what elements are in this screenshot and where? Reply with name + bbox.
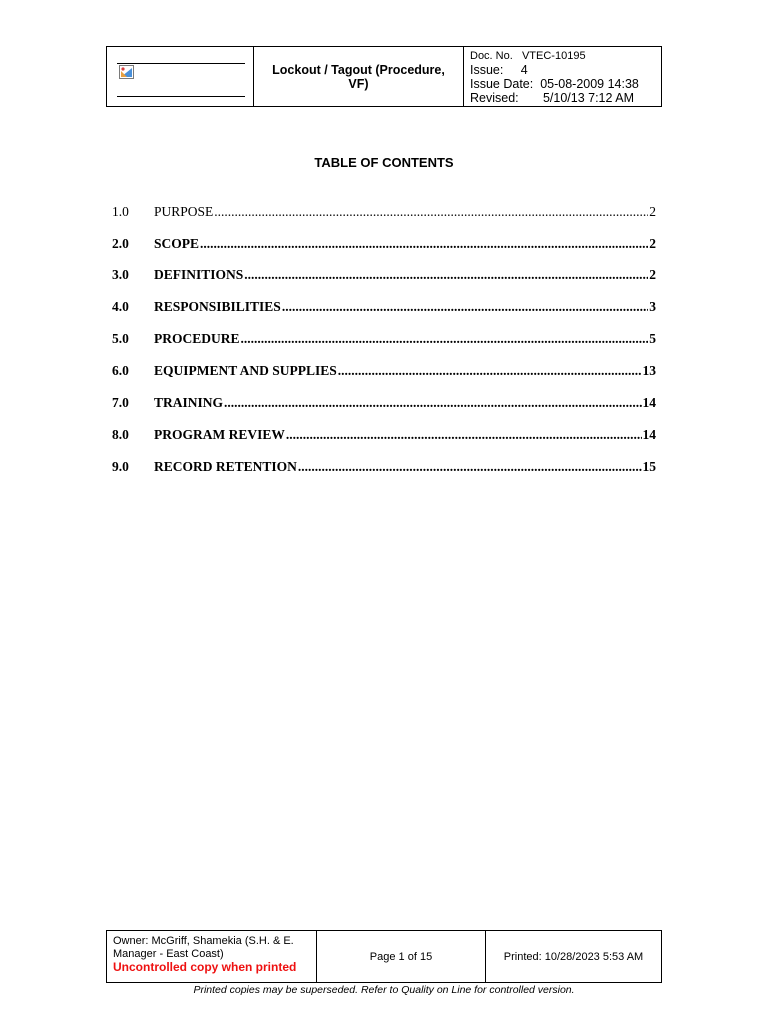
issue-label: Issue: xyxy=(470,63,504,77)
issue-value: 4 xyxy=(520,63,528,77)
toc-entry-number: 8.0 xyxy=(112,427,129,442)
toc-entry-label: PURPOSE xyxy=(154,204,214,219)
doc-no-row xyxy=(470,49,655,63)
dot-leader xyxy=(244,267,648,283)
issue-date-row xyxy=(470,77,655,91)
toc-entry-number: 5.0 xyxy=(112,331,129,346)
toc-entry-responsibilities[interactable] xyxy=(112,297,656,315)
document-footer xyxy=(106,930,662,983)
toc-entry-page: 2 xyxy=(649,267,656,282)
owner-line-1: Owner: McGriff, Shamekia (S.H. & E. xyxy=(113,935,294,947)
footer-note: Printed copies may be superseded. Refer to Quality on Line for controlled version. xyxy=(193,984,575,996)
toc-entry-number: 3.0 xyxy=(112,267,129,282)
toc-entry-label: PROGRAM REVIEW xyxy=(154,427,285,442)
owner-line-2: Manager - East Coast) xyxy=(113,948,224,960)
toc-entry-page: 15 xyxy=(642,459,656,474)
toc-entry-label: EQUIPMENT AND SUPPLIES xyxy=(154,363,337,378)
dot-leader xyxy=(224,395,641,411)
revised-value: 5/10/13 7:12 AM xyxy=(542,91,634,105)
toc-entry-equipment-and-supplies[interactable] xyxy=(112,361,656,379)
toc-entry-definitions[interactable] xyxy=(112,265,656,283)
toc-entry-number: 6.0 xyxy=(112,363,129,378)
toc-entry-page: 5 xyxy=(649,331,656,346)
toc-entry-number: 9.0 xyxy=(112,459,129,474)
revised-row xyxy=(470,91,655,105)
dot-leader xyxy=(338,363,642,379)
doc-no-label: Doc. No. xyxy=(470,50,513,62)
revised-label: Revised: xyxy=(470,91,519,105)
toc-entry-label: RESPONSIBILITIES xyxy=(154,299,281,314)
dot-leader xyxy=(241,331,649,347)
toc-entry-page: 2 xyxy=(649,204,656,219)
document-title: Lockout / Tagout (Procedure, VF) xyxy=(254,47,464,106)
dot-leader xyxy=(286,427,642,443)
toc-entry-procedure[interactable] xyxy=(112,329,656,347)
logo-cell xyxy=(107,47,254,106)
owner-cell xyxy=(107,931,317,982)
toc-entry-page: 2 xyxy=(649,236,656,251)
dot-leader xyxy=(200,236,648,252)
toc-entry-training[interactable] xyxy=(112,393,656,411)
printed-timestamp: Printed: 10/28/2023 5:53 AM xyxy=(503,950,644,963)
document-meta xyxy=(464,47,661,106)
toc-entry-page: 14 xyxy=(642,427,656,442)
divider xyxy=(117,63,245,64)
toc-entry-page: 13 xyxy=(642,363,656,378)
toc-entry-page: 3 xyxy=(649,299,656,314)
toc-entry-label: TRAINING xyxy=(154,395,224,410)
toc-entry-number: 1.0 xyxy=(112,204,129,219)
toc-entry-number: 2.0 xyxy=(112,236,129,251)
toc-entry-number: 4.0 xyxy=(112,299,129,314)
issue-row xyxy=(470,63,655,77)
dot-leader xyxy=(282,299,648,315)
toc-entry-label: DEFINITIONS xyxy=(154,267,244,282)
toc-entry-record-retention[interactable] xyxy=(112,457,656,475)
broken-image-icon xyxy=(119,65,134,79)
doc-no-value: VTEC-10195 xyxy=(521,50,586,62)
toc-heading: TABLE OF CONTENTS xyxy=(314,155,454,170)
toc-entry-number: 7.0 xyxy=(112,395,129,410)
toc-entry-label: SCOPE xyxy=(154,236,200,251)
issue-date-label: Issue Date: xyxy=(470,77,534,91)
divider xyxy=(117,96,245,97)
toc-entry-program-review[interactable] xyxy=(112,425,656,443)
toc-entry-label: RECORD RETENTION xyxy=(154,459,297,474)
toc-entry-scope[interactable] xyxy=(112,234,656,252)
toc-entry-page: 14 xyxy=(642,395,656,410)
toc-entry-label: PROCEDURE xyxy=(154,331,240,346)
document-header xyxy=(106,46,662,107)
dot-leader xyxy=(298,459,642,475)
toc-entry-purpose[interactable] xyxy=(112,202,656,220)
issue-date-value: 05-08-2009 14:38 xyxy=(540,77,639,91)
dot-leader xyxy=(214,204,648,220)
page-number: Page 1 of 15 xyxy=(317,931,486,982)
uncontrolled-copy-warning: Uncontrolled copy when printed xyxy=(113,960,297,974)
